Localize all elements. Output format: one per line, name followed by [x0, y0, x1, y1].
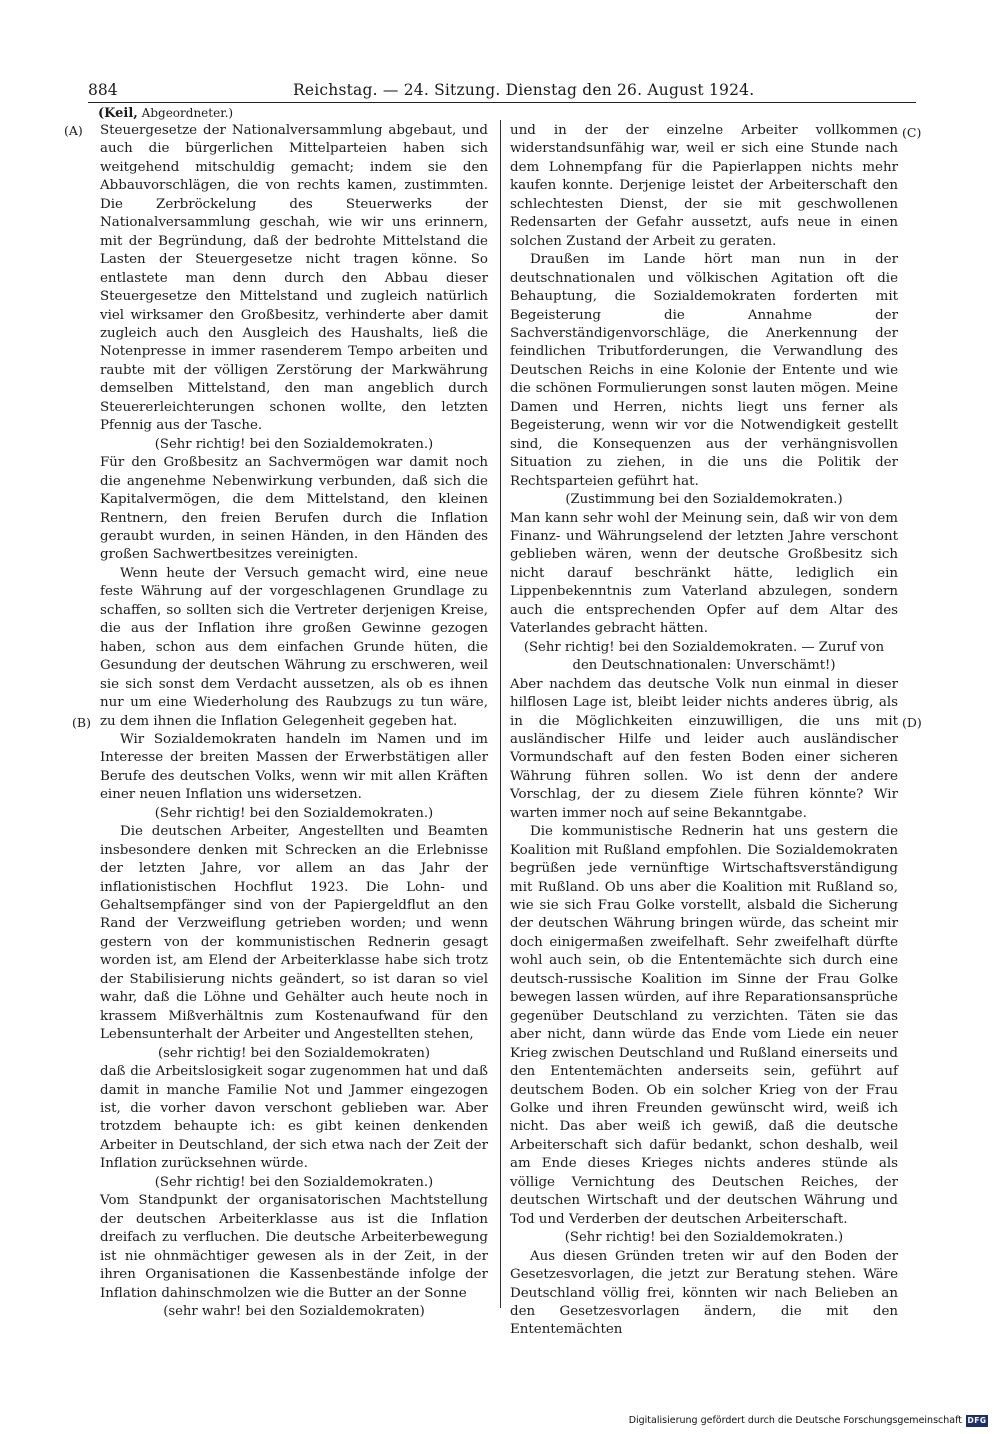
interjection: (Zustimmung bei den Sozialdemokraten.) — [565, 492, 843, 508]
paragraph: Für den Großbesitz an Sachvermögen war damit noch die angenehme Nebenwirkung verbunden, daß sich die Kapitalvermögen, die dem Mittelstand, den kleinen Rentnern, den freien Berufen durch die Inflation geraubt wurden, in seinen Händen, in den Händen des großen Sachwertbesitzes vereinigten. — [100, 455, 488, 563]
dfg-logo-icon: DFG — [967, 1416, 987, 1425]
paragraph: Vom Standpunkt der organisatorischen Machtstellung der deutschen Arbeiterklasse aus ist die Inflation dreifach zu verfluchen. Die deutsche Arbeiterbewegung ist nie ohnmächtiger gewesen als in der Zeit, in der ihren Organisationen die Kassenbestände infolge der Inflation dahinschmolzen wie die Butter an der Sonne — [100, 1193, 488, 1301]
paragraph: Aus diesen Gründen treten wir auf den Boden der Gesetzesvorlagen, die jetzt zur Beratung stehen. Wäre Deutschland völlig frei, könnten wir nach Belieben an den Gesetzesvorlagen ändern, die mit den Ententemächten — [510, 1248, 898, 1338]
speaker-role: Abgeordneter.) — [141, 106, 234, 120]
paragraph: Man kann sehr wohl der Meinung sein, daß wir von dem Finanz- und Währungselend der letzten Jahre verschont geblieben wären, wenn der deutsche Großbesitz sich nicht darauf beschränkt hätte, lediglich ein Lippenbekenntnis zum Vaterland abzulegen, sondern auch die entsprechenden Opfer auf dem Altar des Vaterlandes gebracht hätten. — [510, 510, 898, 637]
digitization-footer — [629, 1414, 988, 1428]
paragraph: Draußen im Lande hört man nun in der deutschnationalen und völkischen Agitation oft die Behauptung, die Sozialdemokraten forderten mit Begeisterung die Annahme der Sachverständigenvorschläge, die Anerkennung der feindlichen Tributforderungen, die Verwandlung des Deutschen Reichs in eine Kolonie der Entente und wie die schönen Formulierungen sonst lauten mögen. Meine Damen und Herren, nichts liegt uns ferner als Begeisterung, wenn wir vor die Notwendigkeit gestellt sind, die Konsequenzen aus der verhängnisvollen Situation zu ziehen, in die uns die Politik der Rechtsparteien geführt hat. — [510, 252, 898, 489]
margin-marker-b: (B) — [72, 715, 91, 730]
margin-marker-c: (C) — [902, 125, 922, 140]
paragraph: Die deutschen Arbeiter, Angestellten und Beamten insbesondere denken mit Schrecken an die Erlebnisse der letzten Jahre, vor allem an das Jahr der inflationistischen Hochflut 1923. Die Lohn- und Gehaltsempfänger sind von der Papiergeldflut an den Rand der Verzweiflung getrieben worden; und wenn gestern von der kommunistischen Rednerin gesagt worden ist, am Elend der Arbeiterklasse habe sich trotz der Stabilisierung nichts geändert, so ist daran so viel wahr, daß die Löhne und Gehälter auch heute noch in krassem Mißverhältnis zum Kostenaufwand für den Lebensunterhalt der Arbeiter und Angestellten stehen, — [100, 824, 488, 1043]
paragraph: Wenn heute der Versuch gemacht wird, eine neue feste Währung auf der vorgeschlagenen Grundlage zu schaffen, so sollten sich die Vertreter derjenigen Kreise, die aus der Inflation ihre großen Gewinne gezogen haben, schon aus dem einfachen Grunde hüten, die Gesundung der deutschen Währung zu erschweren, weil sie sich sonst dem Verdacht aussetzen, als ob es ihnen nur um eine Wiederholung des Raubzugs zu tun wäre, zu dem ihnen die Inflation Gelegenheit gegeben hat. — [100, 565, 488, 729]
interjection: (Sehr richtig! bei den Sozialdemokraten.) — [154, 805, 434, 821]
paragraph: und in der der einzelne Arbeiter vollkommen widerstandsunfähig war, weil er sich eine Stunde nach dem Lohnempfang für die Papierlappen nichts mehr kaufen konnte. Derjenige leistet der Arbeiterschaft den schlechtesten Dienst, der sie mit geschwollenen Redensarten der Gefahr aussetzt, aufs neue in einen solchen Zustand der Arbeit zu geraten. — [510, 123, 898, 249]
interjection: (sehr wahr! bei den Sozialdemokraten) — [163, 1304, 425, 1319]
margin-marker-d: (D) — [902, 715, 922, 730]
paragraph: Wir Sozialdemokraten handeln im Namen und im Interesse der breiten Massen der Erwerbstätigen aller Berufe des deutschen Volks, wenn wir mit allen Kräften einer neuen Inflation uns widersetzen. — [100, 731, 488, 803]
right-column — [510, 122, 898, 1340]
speaker-name: (Keil, — [98, 106, 138, 121]
speaker-line — [98, 104, 233, 123]
column-divider — [500, 120, 501, 1308]
margin-marker-a: (A) — [64, 123, 83, 138]
page-header — [88, 79, 916, 101]
paragraph: Aber nachdem das deutsche Volk nun einmal in dieser hilflosen Lage ist, bleibt leider nichts anderes übrig, als in die Möglichkeiten einzuwilligen, die uns mit ausländischer Hilfe und leider auch ausländischer Vormundschaft auf den festen Boden einer sicheren Währung führen sollen. Wo ist denn der andere Vorschlag, der zu diesem Ziele führen könnte? Wir warten immer noch auf seine Bekanntgabe. — [510, 676, 898, 821]
paragraph: Die kommunistische Rednerin hat uns gestern die Koalition mit Rußland empfohlen. Die Sozialdemokraten begrüßen jede vernünftige Wirtschaftsverständigung mit Rußland. Ob uns aber die Koalition mit Rußland so, wie sie sich Frau Golke vorstellt, alsbald die Sicherung der deutschen Währung bringen würde, das scheint mir doch einigermaßen zweifelhaft. Sehr zweifelhaft dürfte wohl auch sein, ob die Ententemächte sich durch eine deutsch-russische Koalition im Sinne der Frau Golke bewegen lassen würden, auf ihre Reparationsansprüche gegenüber Deutschland zu verzichten. Täten sie das aber nicht, dann würde das Ende vom Liede ein neuer Krieg zwischen Deutschland und Rußland einerseits und den Ententemächten anderseits sein, geführt auf deutschem Boden. Ob ein solcher Krieg von der Frau Golke und ihren Freunden gewünscht wird, weiß ich nicht. Das aber weiß ich gewiß, daß die deutsche Arbeiterschaft sich dafür bedankt, schon deshalb, weil am Ende dieses Krieges nichts anderes stünde als völlige Vernichtung des Deutschen Reiches, der deutschen Wirtschaft und der deutschen Währung und Tod und Verderben der deutschen Arbeiterschaft. — [510, 824, 898, 1227]
funding-note: Digitalisierung gefördert durch die Deutsche Forschungsgemeinschaft — [628, 1415, 962, 1426]
interjection: (Sehr richtig! bei den Sozialdemokraten.) — [564, 1230, 844, 1246]
interjection: (Sehr richtig! bei den Sozialdemokraten.) — [154, 1174, 434, 1190]
running-title: Reichstag. — 24. Sitzung. Dienstag den 26. August 1924. — [293, 81, 755, 99]
paragraph: daß die Arbeitslosigkeit sogar zugenommen hat und daß damit in manche Familie Not und Jammer eingezogen ist, die vorher davon verschont geblieben war. Aber trotzdem behaupte ich: es gibt keinen denkenden Arbeiter in Deutschland, der sich etwa nach der Zeit der Inflation zurücksehnen würde. — [100, 1064, 488, 1172]
header-rule — [88, 102, 916, 103]
interjection: (Sehr richtig! bei den Sozialdemokraten. — Zuruf von den Deutschnationalen: Unverschämt!) — [523, 639, 885, 674]
interjection: (sehr richtig! bei den Sozialdemokraten) — [158, 1045, 430, 1061]
interjection: (Sehr richtig! bei den Sozialdemokraten.) — [154, 436, 434, 452]
left-column — [100, 122, 488, 1321]
paragraph: Steuergesetze der Nationalversammlung abgebaut, und auch die bürgerlichen Mittelparteien haben sich weitgehend mitschuldig gemacht; indem sie den Abbauvorschlägen, die von rechts kamen, zustimmten. Die Zerbröckelung des Steuerwerks der Nationalversammlung geschah, wie wir uns erinnern, mit der Begründung, daß der bedrohte Mittelstand die Lasten der Steuergesetze nicht tragen könne. So entlastete man denn durch den Abbau dieser Steuergesetze den Mittelstand und zugleich natürlich viel wirksamer den Großbesitz, verhinderte aber damit zugleich auch den Ausgleich des Haushalts, ließ die Notenpresse in immer rasenderem Tempo arbeiten und raubte mit der völligen Zerstörung der Markwährung demselben Mittelstand, den man angeblich durch Steuererleichterungen schonen wollte, den letzten Pfennig aus der Tasche. — [100, 123, 488, 434]
page-number: 884 — [88, 81, 118, 99]
